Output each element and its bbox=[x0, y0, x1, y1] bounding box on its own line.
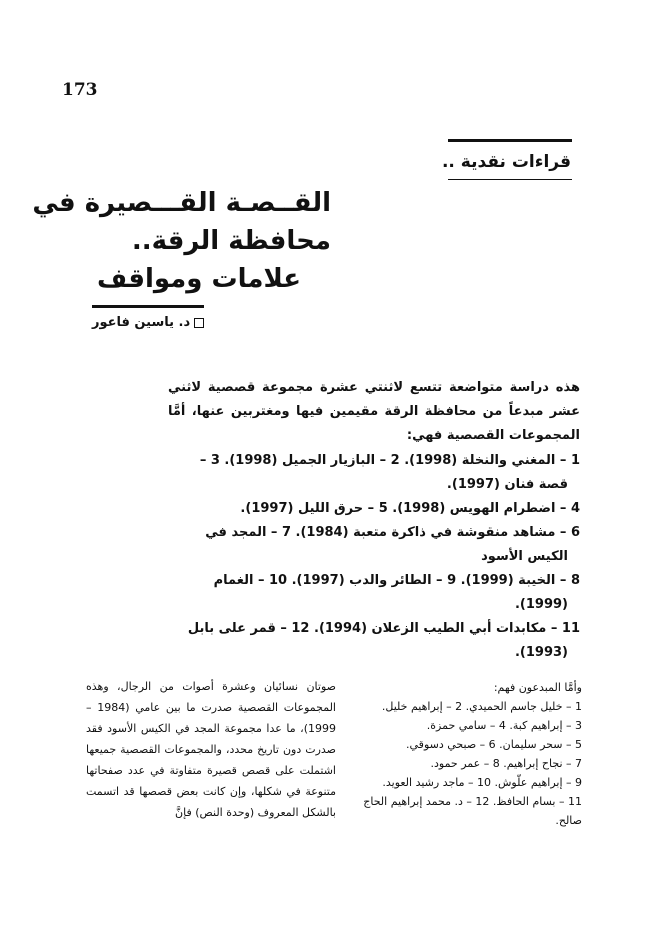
article-title bbox=[32, 184, 331, 298]
left-column-text: صوتان نسائيان وعشرة أصوات من الرجال، وهذه المجموعات القصصية صدرت ما بين عامي (1984 – 1999)، ما عدا مجموعة المجد في الكيس الأسود فقد صدرت دون تاريخ محدد، والمجموعات القصصية جميعها اشتملت على قصص قصيرة متفاوتة في عدد صفحاتها متنوعة في شكلها، وإن كانت بعض قصصها قد اتسمت بالشكل المعروف (وحدة النص) فإنَّ bbox=[86, 680, 336, 819]
title-line-2: محافظة الرقة.. bbox=[131, 226, 331, 256]
writer-item: 1 – خليل جاسم الحميدي. 2 – إبراهيم خليل. bbox=[381, 700, 582, 713]
collection-item: 6 – مشاهد منقوشة في ذاكرة متعبة (1984). 7 – المجد في الكيس الأسود bbox=[205, 525, 580, 564]
collection-item: 8 – الخيبة (1999). 9 – الطائر والدب (1997). 10 – الغمام (1999). bbox=[213, 573, 580, 612]
collection-item: 11 – مكابدات أبي الطيب الزعلان (1994). 12 – قمر على بابل (1993). bbox=[187, 621, 580, 660]
page-number: 173 bbox=[62, 80, 98, 100]
author-name: د. ياسين فاعور bbox=[92, 315, 191, 330]
intro-paragraph: هذه دراسة متواضعة تتسع لاثنتي عشرة مجموعة قصصية لاثني عشر مبدعاً من محافظة الرقة مقيمين فيها ومغتربين عنها، أمَّا المجموعات القصصية فهي: bbox=[168, 380, 580, 443]
section-rule-bottom bbox=[448, 179, 572, 180]
collection-item: 1 – المغني والنخلة (1998). 2 – البازيار الجميل (1998). 3 – قصة فنان (1997). bbox=[199, 453, 580, 492]
intro-block bbox=[168, 376, 580, 665]
writers-heading: وأمَّا المبدعون فهم: bbox=[493, 681, 582, 694]
writer-item: 5 – سحر سليمان. 6 – صبحي دسوقي. bbox=[406, 738, 582, 751]
section-rule-top bbox=[448, 139, 572, 142]
collection-item: 4 – اضطرام الهويس (1998). 5 – حرق الليل (1997). bbox=[240, 501, 580, 516]
author-byline bbox=[92, 315, 204, 330]
section-label: قراءات نقدية .. bbox=[441, 152, 571, 172]
writer-item: 11 – بسام الحافظ. 12 – د. محمد إبراهيم الحاج صالح. bbox=[363, 795, 582, 827]
title-line-1: القــصـة القـــصيرة في bbox=[32, 188, 331, 218]
writer-item: 7 – نجاح إبراهيم. 8 – عمر حمود. bbox=[430, 757, 582, 770]
checkbox-square-icon bbox=[194, 318, 204, 328]
writer-item: 9 – إبراهيم علّوش. 10 – ماجد رشيد العويد. bbox=[382, 776, 582, 789]
writer-item: 3 – إبراهيم كبة. 4 – سامي حمزة. bbox=[426, 719, 582, 732]
author-rule bbox=[92, 305, 204, 308]
title-line-3: علامات ومواقف bbox=[96, 264, 301, 294]
right-column bbox=[350, 678, 582, 830]
collections-list bbox=[168, 449, 580, 665]
